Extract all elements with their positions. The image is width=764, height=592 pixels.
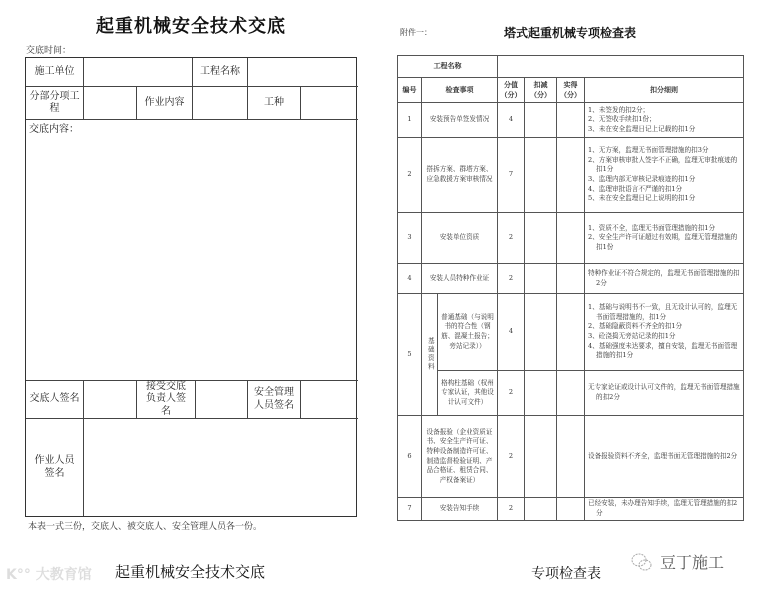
row-rules [585,294,744,371]
deduct-input[interactable] [525,371,557,416]
actual-input[interactable] [557,371,585,416]
table-row [398,138,744,213]
rule-line: 设备报验资料不齐全，监理书面无管理措施的扣2分 [588,451,738,460]
left-form-title: 起重机械安全技术交底 [96,16,286,37]
table-row [398,498,744,521]
row-item: 安装预告单签发情况 [422,103,498,138]
row-item: 安装单位资质 [422,213,498,264]
row-rules [585,416,744,498]
safety-signature-field[interactable] [301,381,358,419]
rule-line: 1、资质不全，监理无书面管理措施的扣1分 [588,223,716,232]
actual-input[interactable] [557,294,585,371]
row-score: 7 [498,138,525,213]
project-name-field[interactable] [498,56,744,78]
deduct-input[interactable] [525,103,557,138]
row-item: 格构柱基础（权州专家认证，其他设计认可文件） [438,371,498,416]
workers-signature-field[interactable] [84,419,358,516]
table-row [398,371,744,416]
deduct-input[interactable] [525,138,557,213]
actual-input[interactable] [557,103,585,138]
safety-signature-label: 安全管理人员签名 [248,381,301,419]
row-item: 安装告知手续 [422,498,498,521]
unit-field[interactable] [84,58,193,87]
deduct-input[interactable] [525,294,557,371]
right-caption: 专项检查表 [531,566,601,582]
actual-input[interactable] [557,416,585,498]
table-row [398,416,744,498]
work-content-field[interactable] [193,87,248,120]
inspection-table [397,55,744,521]
row-number: 7 [398,498,422,521]
table-row [398,264,744,294]
attachment-label: 附件一： [400,28,432,37]
work-content-label: 作业内容 [137,87,193,120]
safety-disclosure-form [25,57,357,517]
trade-label: 工种 [248,87,301,120]
rule-line: 4、基础强度未达要求，擅自安装，监理无书面管理措施的扣1分 [588,341,738,360]
row-score: 2 [498,498,525,521]
header-deduct: 扣减（分） [525,78,557,103]
trade-field[interactable] [301,87,358,120]
row-number: 3 [398,213,422,264]
row-rules [585,371,744,416]
row-number: 4 [398,264,422,294]
actual-input[interactable] [557,264,585,294]
wechat-icon [630,551,654,573]
row-group: 基础资料 [422,294,438,416]
row-score: 2 [498,264,525,294]
row-number: 2 [398,138,422,213]
row-number: 1 [398,103,422,138]
actual-input[interactable] [557,498,585,521]
header-no: 编号 [398,78,422,103]
unit-label: 施工单位 [26,58,84,87]
deduct-input[interactable] [525,498,557,521]
rule-line: 特种作业证不符合规定的，监理无书面管理措施的扣2分 [588,268,740,287]
rule-line: 1、无方案，监理无书面管理措施的扣3分 [588,146,709,155]
row-score: 2 [498,371,525,416]
row-item: 安装人员特种作业证 [422,264,498,294]
rule-line: 已经安装，未办理告知手续，监理无管理措施的扣2分 [588,499,738,517]
header-score: 分值（分） [498,78,525,103]
rule-line: 2、基础隐蔽资料不齐全的扣1分 [588,322,683,331]
project-name-label: 工程名称 [398,56,498,78]
row-score: 2 [498,213,525,264]
division-field[interactable] [84,87,137,120]
watermark-right [630,550,724,573]
watermark-left: K°° 大教育馆 [6,567,92,583]
row-rules [585,103,744,138]
rule-line: 3、监理内部无审核记录痕迹的扣1分 [588,175,696,183]
left-caption: 起重机械安全技术交底 [115,563,266,581]
actual-input[interactable] [557,138,585,213]
table-row [398,103,744,138]
rule-line: 4、监理审批语言不严谨的扣1分 [588,184,683,193]
row-score: 4 [498,294,525,371]
rule-line: 5、未在安全监理日记上说明的扣1分 [588,194,696,203]
rule-line: 无专家论证或设计认可文件的，监理无书面管理措施的扣2分 [588,383,740,401]
watermark-left-text: 大教育馆 [35,567,92,583]
header-rules: 扣分细则 [585,78,744,103]
project-field[interactable] [248,58,358,87]
deduct-input[interactable] [525,416,557,498]
row-item: 普通基础（与说明书的符合性（钢筋、混凝土报告；旁站记录）） [438,294,498,371]
row-score: 2 [498,416,525,498]
rule-line: 3、未在安全监理日记上记载的扣1分 [588,124,696,133]
row-rules [585,264,744,294]
workers-signature-label: 作业人员签名 [26,419,84,516]
header-actual: 实得（分） [557,78,585,103]
row-number: 5 [398,294,422,416]
header-item: 检查事项 [422,78,498,103]
content-area[interactable] [26,120,358,381]
table-row [398,213,744,264]
row-rules [585,498,744,521]
rule-line: 2、安全生产许可证超过有效期，监理无管理措施的扣1份 [588,233,738,251]
rule-line: 3、砼浇捣无旁站记录的扣1分 [588,332,676,340]
project-label: 工程名称 [193,58,248,87]
rule-line: 2、方案审核审批人签字不正确，监理无审批痕迹的扣1分 [588,155,738,174]
row-item: 设备报验（企业资质证书、安全生产许可证、特种设备制造许可证、制造监督检验证明、产品合格证、租赁合同、产权备案证） [422,416,498,498]
content-label: 交底内容： [29,124,79,135]
discloser-signature-field[interactable] [84,381,137,419]
form-note: 本表一式三份，交底人、被交底人、安全管理人员各一份。 [28,522,263,532]
rule-line: 1、未签发的扣2分； [588,105,650,114]
row-number: 6 [398,416,422,498]
deduct-input[interactable] [525,264,557,294]
discloser-signature-label: 交底人签名 [26,381,84,419]
watermark-right-text: 豆丁施工 [660,553,725,572]
row-item: 搭拆方案、群塔方案、应急救援方案审核情况 [422,138,498,213]
row-rules [585,213,744,264]
deduct-input[interactable] [525,213,557,264]
table-row [398,294,744,371]
rule-line: 1、基础与说明书不一致，且无设计认可的，监理无书面管理措施的，扣1分 [588,303,738,321]
division-label: 分部分项工程 [26,87,84,120]
row-rules [585,138,744,213]
header-row [398,78,744,103]
rule-line: 2、无签收手续扣1份； [588,115,656,124]
actual-input[interactable] [557,213,585,264]
disclosure-time-label: 交底时间： [26,46,72,56]
row-score: 4 [498,103,525,138]
right-table-title: 塔式起重机械专项检查表 [503,26,636,40]
receiver-signature-label: 接受交底负责人签名 [137,381,196,419]
receiver-signature-field[interactable] [196,381,248,419]
